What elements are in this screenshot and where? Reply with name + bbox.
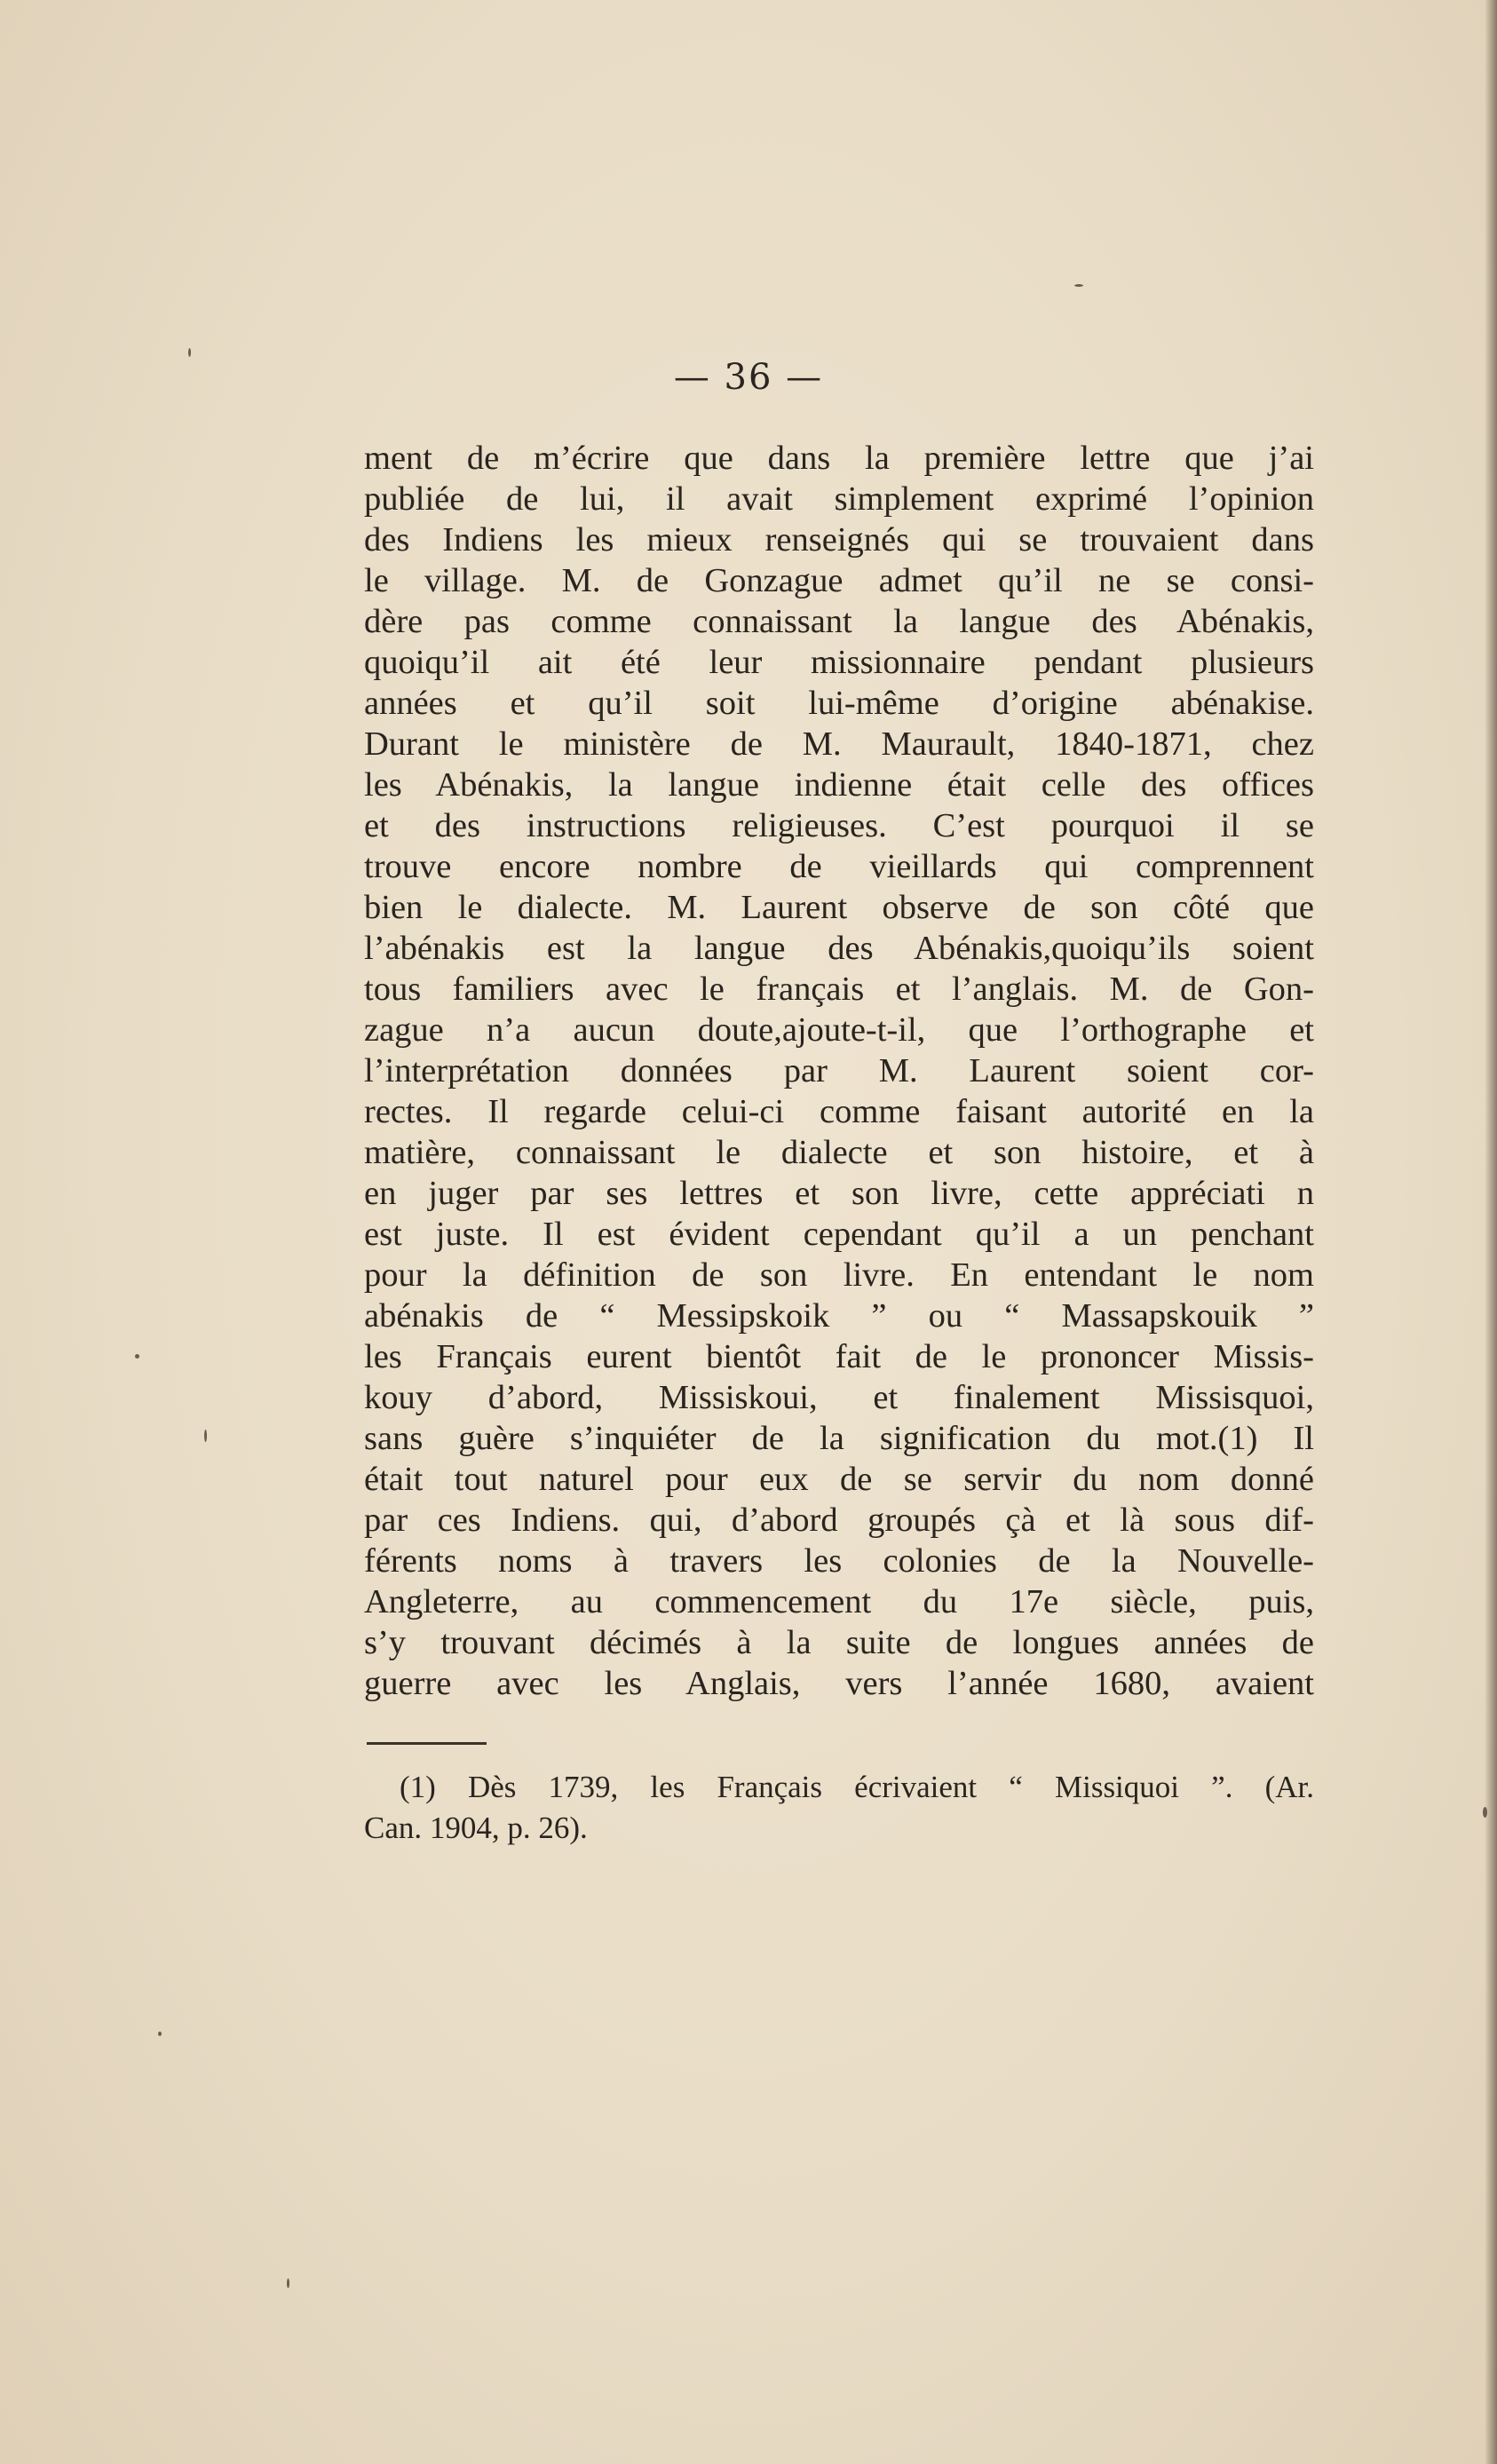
- paper-speck: [287, 2278, 289, 2288]
- text-line: s’y trouvant décimés à la suite de longues années de: [364, 1624, 1314, 1661]
- text-line: Angleterre, au commencement du 17e siècle, puis,: [364, 1583, 1314, 1620]
- paper-speck: [135, 1354, 139, 1359]
- text-line: était tout naturel pour eux de se servir du nom donné: [364, 1461, 1314, 1498]
- text-line: férents noms à travers les colonies de la Nouvelle-: [364, 1542, 1314, 1580]
- text-line: abénakis de “ Messipskoik ” ou “ Massapskouik ”: [364, 1297, 1314, 1335]
- paper-speck: [1483, 1807, 1487, 1818]
- text-line: pour la définition de son livre. En entendant le nom: [364, 1256, 1314, 1294]
- text-line: les Français eurent bientôt fait de le prononcer Missis-: [364, 1338, 1314, 1375]
- text-line: et des instructions religieuses. C’est pourquoi il se: [364, 807, 1314, 844]
- footnote-divider: [367, 1742, 487, 1745]
- text-line: bien le dialecte. M. Laurent observe de son côté que: [364, 889, 1314, 926]
- text-line: quoiqu’il ait été leur missionnaire pendant plusieurs: [364, 644, 1314, 681]
- text-line: est juste. Il est évident cependant qu’il a un penchant: [364, 1216, 1314, 1253]
- footnote-line: Can. 1904, p. 26).: [364, 1810, 588, 1845]
- text-line: les Abénakis, la langue indienne était celle des offices: [364, 766, 1314, 804]
- paper-speck: [1074, 284, 1083, 287]
- text-line: matière, connaissant le dialecte et son histoire, et à: [364, 1134, 1314, 1171]
- text-line: tous familiers avec le français et l’anglais. M. de Gon-: [364, 971, 1314, 1008]
- text-line: l’interprétation données par M. Laurent soient cor-: [364, 1052, 1314, 1089]
- paper-speck: [204, 1430, 207, 1442]
- text-line: le village. M. de Gonzague admet qu’il ne se consi-: [364, 562, 1314, 599]
- text-line: guerre avec les Anglais, vers l’année 1680, avaient: [364, 1665, 1314, 1702]
- paper-speck: [158, 2032, 162, 2036]
- text-line: sans guère s’inquiéter de la signification du mot.(1) Il: [364, 1420, 1314, 1457]
- text-line: zague n’a aucun doute,ajoute-t-il, que l’orthographe et: [364, 1011, 1314, 1049]
- body-text: [364, 438, 1314, 1704]
- text-line: par ces Indiens. qui, d’abord groupés çà et là sous dif-: [364, 1501, 1314, 1539]
- text-line: des Indiens les mieux renseignés qui se trouvaient dans: [364, 521, 1314, 559]
- text-line: rectes. Il regarde celui-ci comme faisant autorité en la: [364, 1093, 1314, 1130]
- text-line: en juger par ses lettres et son livre, cette appréciati n: [364, 1175, 1314, 1212]
- text-line: dère pas comme connaissant la langue des Abénakis,: [364, 603, 1314, 640]
- text-line: ment de m’écrire que dans la première lettre que j’ai: [364, 440, 1314, 477]
- paper-speck: [188, 348, 191, 357]
- footnote: [364, 1767, 1314, 1849]
- text-line: Durant le ministère de M. Maurault, 1840-1871, chez: [364, 725, 1314, 763]
- text-line: années et qu’il soit lui-même d’origine abénakise.: [364, 685, 1314, 722]
- text-line: trouve encore nombre de vieillards qui comprennent: [364, 848, 1314, 885]
- footnote-line: (1) Dès 1739, les Français écrivaient “ Missiquoi ”. (Ar.: [400, 1770, 1314, 1804]
- text-line: kouy d’abord, Missiskoui, et finalement Missisquoi,: [364, 1379, 1314, 1416]
- page-number: — 36 —: [673, 357, 824, 398]
- text-line: l’abénakis est la langue des Abénakis,quoiqu’ils soient: [364, 930, 1314, 967]
- text-line: publiée de lui, il avait simplement exprimé l’opinion: [364, 480, 1314, 518]
